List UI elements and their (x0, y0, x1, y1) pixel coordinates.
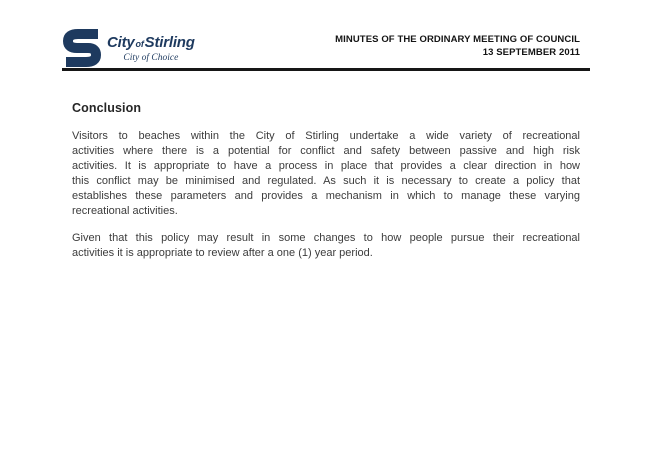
paragraph (72, 129, 580, 219)
logo-of-text: of (135, 39, 144, 49)
logo-wordmark (107, 26, 195, 64)
text-line: Visitors to beaches within the City of Stirling undertake a wide variety of recreational (72, 130, 580, 142)
logo-city-of-stirling-text (107, 35, 195, 52)
logo-city-text: City (107, 34, 135, 51)
meeting-title (335, 33, 580, 59)
logo-stirling-text: Stirling (144, 34, 195, 51)
section-heading: Conclusion (72, 101, 142, 115)
document-body (72, 129, 580, 273)
text-line: activities it is appropriate to review after a one (1) year period. (72, 247, 373, 259)
s-swoosh-path (66, 34, 98, 62)
paragraph (72, 231, 580, 261)
logo-tagline: City of Choice (123, 53, 179, 63)
city-of-stirling-logo (62, 26, 195, 70)
meeting-title-line1: MINUTES OF THE ORDINARY MEETING OF COUNCIL (335, 34, 580, 45)
text-line: establishes these parameters and provides a mechanism in which to manage these varying (72, 190, 580, 202)
text-line: Given that this policy may result in some changes to how people pursue their recreational (72, 232, 580, 244)
text-line: activities where there is a potential for conflict and safety between passive and high risk (72, 145, 580, 157)
text-line: recreational activities. (72, 205, 178, 217)
text-line: this conflict may be minimised and regulated. As such it is necessary to create a policy that (72, 175, 580, 187)
stirling-s-logo-icon (62, 26, 102, 70)
header-divider (62, 68, 590, 71)
text-line: activities. It is appropriate to have a process in place that provides a clear direction in how (72, 160, 580, 172)
meeting-title-line2: 13 SEPTEMBER 2011 (482, 47, 580, 58)
